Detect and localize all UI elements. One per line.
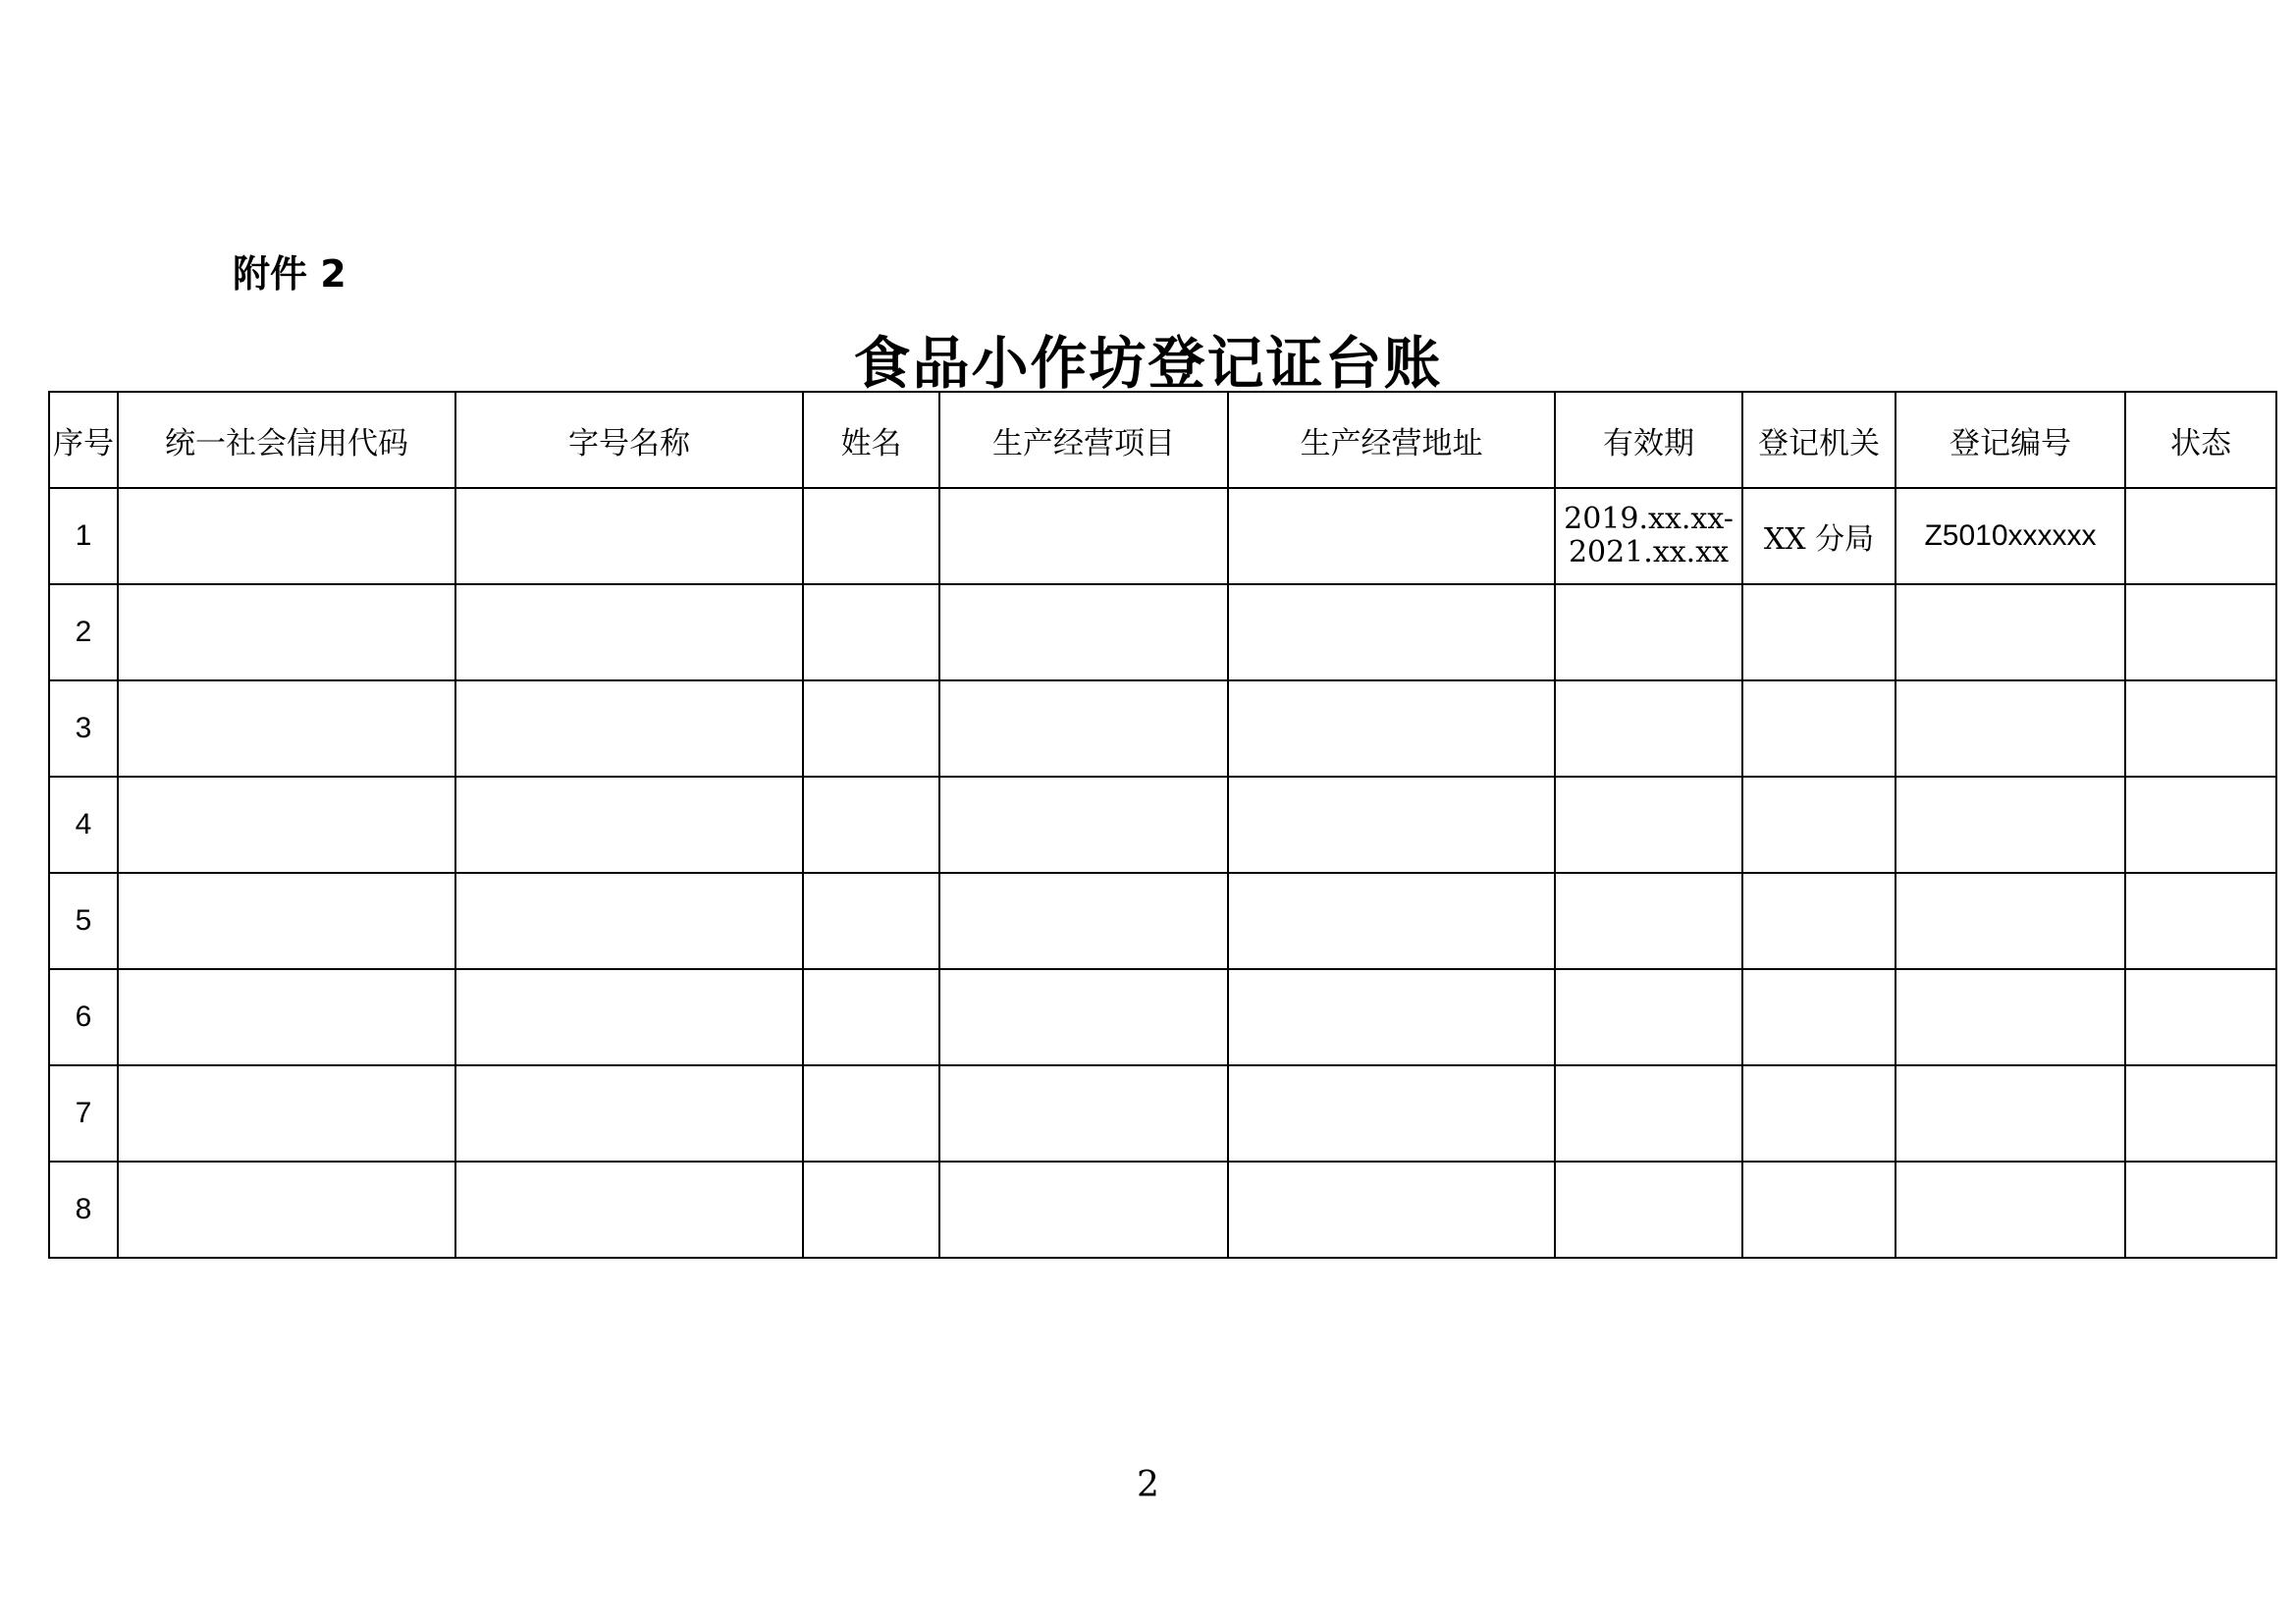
header-person-name: 姓名 bbox=[803, 392, 939, 488]
cell-trade-name bbox=[455, 777, 803, 873]
cell-serial-number: 4 bbox=[49, 777, 118, 873]
cell-credit-code bbox=[118, 969, 455, 1065]
cell-status bbox=[2125, 969, 2276, 1065]
cell-validity-period bbox=[1555, 873, 1742, 969]
cell-business-address bbox=[1228, 680, 1555, 777]
header-business-address: 生产经营地址 bbox=[1228, 392, 1555, 488]
cell-registration-authority bbox=[1742, 584, 1896, 680]
cell-business-items bbox=[939, 680, 1228, 777]
cell-validity-period bbox=[1555, 584, 1742, 680]
cell-registration-number bbox=[1896, 1065, 2125, 1162]
cell-business-address bbox=[1228, 969, 1555, 1065]
cell-person-name bbox=[803, 1162, 939, 1258]
cell-trade-name bbox=[455, 1162, 803, 1258]
cell-business-address bbox=[1228, 873, 1555, 969]
cell-validity-period bbox=[1555, 969, 1742, 1065]
cell-business-address bbox=[1228, 488, 1555, 584]
cell-credit-code bbox=[118, 777, 455, 873]
cell-credit-code bbox=[118, 1162, 455, 1258]
cell-credit-code bbox=[118, 873, 455, 969]
cell-serial-number: 1 bbox=[49, 488, 118, 584]
cell-status bbox=[2125, 680, 2276, 777]
cell-person-name bbox=[803, 777, 939, 873]
cell-registration-number: Z5010xxxxxx bbox=[1896, 488, 2125, 584]
cell-person-name bbox=[803, 680, 939, 777]
cell-trade-name bbox=[455, 1065, 803, 1162]
table-row bbox=[49, 777, 2276, 873]
cell-validity-period bbox=[1555, 680, 1742, 777]
cell-business-items bbox=[939, 584, 1228, 680]
registration-ledger-table bbox=[48, 391, 2277, 1259]
cell-registration-authority bbox=[1742, 873, 1896, 969]
cell-serial-number: 6 bbox=[49, 969, 118, 1065]
cell-serial-number: 3 bbox=[49, 680, 118, 777]
cell-registration-authority: XX 分局 bbox=[1742, 488, 1896, 584]
table-body bbox=[49, 488, 2276, 1258]
header-status: 状态 bbox=[2125, 392, 2276, 488]
cell-business-items bbox=[939, 873, 1228, 969]
cell-registration-authority bbox=[1742, 1162, 1896, 1258]
cell-status bbox=[2125, 1065, 2276, 1162]
cell-serial-number: 2 bbox=[49, 584, 118, 680]
cell-status bbox=[2125, 584, 2276, 680]
cell-status bbox=[2125, 873, 2276, 969]
cell-person-name bbox=[803, 873, 939, 969]
cell-person-name bbox=[803, 1065, 939, 1162]
cell-registration-number bbox=[1896, 680, 2125, 777]
header-credit-code: 统一社会信用代码 bbox=[118, 392, 455, 488]
cell-validity-period bbox=[1555, 488, 1742, 584]
cell-trade-name bbox=[455, 680, 803, 777]
cell-person-name bbox=[803, 584, 939, 680]
cell-trade-name bbox=[455, 584, 803, 680]
cell-business-address bbox=[1228, 1065, 1555, 1162]
table-row bbox=[49, 969, 2276, 1065]
cell-business-items bbox=[939, 969, 1228, 1065]
cell-registration-authority bbox=[1742, 777, 1896, 873]
cell-person-name bbox=[803, 488, 939, 584]
header-serial-number: 序号 bbox=[49, 392, 118, 488]
cell-business-items bbox=[939, 488, 1228, 584]
table-row bbox=[49, 1162, 2276, 1258]
cell-credit-code bbox=[118, 680, 455, 777]
cell-validity-period bbox=[1555, 777, 1742, 873]
cell-registration-authority bbox=[1742, 680, 1896, 777]
header-registration-authority: 登记机关 bbox=[1742, 392, 1896, 488]
table-row bbox=[49, 680, 2276, 777]
header-registration-number: 登记编号 bbox=[1896, 392, 2125, 488]
document-title: 食品小作坊登记证台账 bbox=[853, 330, 1443, 397]
cell-business-address bbox=[1228, 584, 1555, 680]
cell-registration-authority bbox=[1742, 969, 1896, 1065]
cell-registration-authority bbox=[1742, 1065, 1896, 1162]
cell-person-name bbox=[803, 969, 939, 1065]
cell-trade-name bbox=[455, 969, 803, 1065]
cell-registration-number bbox=[1896, 969, 2125, 1065]
cell-business-items bbox=[939, 777, 1228, 873]
header-trade-name: 字号名称 bbox=[455, 392, 803, 488]
table-row bbox=[49, 1065, 2276, 1162]
cell-status bbox=[2125, 488, 2276, 584]
table-row bbox=[49, 873, 2276, 969]
cell-registration-number bbox=[1896, 873, 2125, 969]
cell-credit-code bbox=[118, 584, 455, 680]
attachment-label: 附件 2 bbox=[233, 252, 347, 296]
cell-credit-code bbox=[118, 488, 455, 584]
cell-business-items bbox=[939, 1065, 1228, 1162]
table-header-row bbox=[49, 392, 2276, 488]
cell-validity-period bbox=[1555, 1162, 1742, 1258]
cell-serial-number: 5 bbox=[49, 873, 118, 969]
table-row bbox=[49, 488, 2276, 584]
cell-registration-number bbox=[1896, 1162, 2125, 1258]
cell-business-items bbox=[939, 1162, 1228, 1258]
cell-registration-number bbox=[1896, 584, 2125, 680]
cell-serial-number: 7 bbox=[49, 1065, 118, 1162]
cell-business-address bbox=[1228, 777, 1555, 873]
cell-trade-name bbox=[455, 488, 803, 584]
cell-status bbox=[2125, 1162, 2276, 1258]
cell-validity-period bbox=[1555, 1065, 1742, 1162]
header-business-items: 生产经营项目 bbox=[939, 392, 1228, 488]
cell-business-address bbox=[1228, 1162, 1555, 1258]
validity-end: 2021.xx.xx bbox=[1568, 535, 1730, 569]
page-number: 2 bbox=[1137, 1465, 1159, 1505]
cell-credit-code bbox=[118, 1065, 455, 1162]
header-validity-period: 有效期 bbox=[1555, 392, 1742, 488]
validity-start: 2019.xx.xx- bbox=[1564, 502, 1734, 536]
cell-status bbox=[2125, 777, 2276, 873]
cell-registration-number bbox=[1896, 777, 2125, 873]
cell-trade-name bbox=[455, 873, 803, 969]
table-row bbox=[49, 584, 2276, 680]
cell-serial-number: 8 bbox=[49, 1162, 118, 1258]
